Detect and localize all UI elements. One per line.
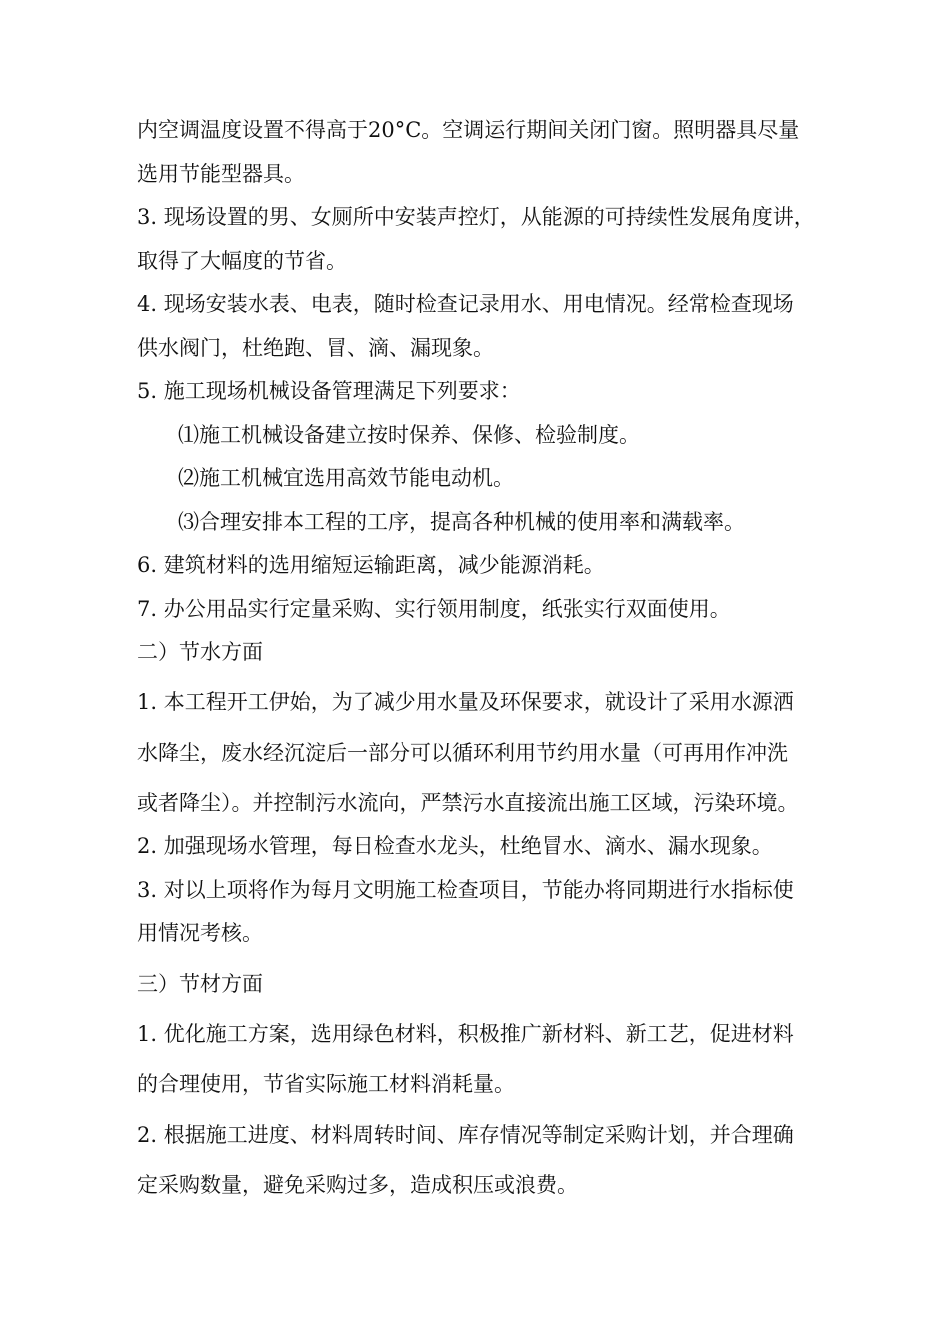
text-line: 或者降尘）。并控制污水流向，严禁污水直接流出施工区域，污染环境。 — [137, 791, 799, 815]
section-heading: 二）节水方面 — [137, 640, 263, 664]
sub-list-item: ⑵施工机械宜选用高效节能电动机。 — [178, 466, 514, 490]
sub-list-item: ⑴施工机械设备建立按时保养、保修、检验制度。 — [178, 423, 640, 447]
text-line: 的合理使用，节省实际施工材料消耗量。 — [137, 1072, 515, 1096]
text-line: 用情况考核。 — [137, 921, 263, 945]
text-line: 供水阀门，杜绝跑、冒、滴、漏现象。 — [137, 336, 494, 360]
list-item: 3. 对以上项将作为每月文明施工检查项目，节能办将同期进行水指标使 — [137, 878, 794, 902]
text-line: 选用节能型器具。 — [137, 162, 305, 186]
text-line: 内空调温度设置不得高于20°C。空调运行期间关闭门窗。照明器具尽量 — [137, 118, 800, 142]
list-item: 4. 现场安装水表、电表，随时检查记录用水、用电情况。经常检查现场 — [137, 292, 794, 316]
list-item: 5. 施工现场机械设备管理满足下列要求： — [137, 379, 521, 403]
sub-list-item: ⑶合理安排本工程的工序，提高各种机械的使用率和满载率。 — [178, 510, 745, 534]
text-line: 定采购数量，避免采购过多，造成积压或浪费。 — [137, 1173, 578, 1197]
list-item: 1. 优化施工方案，选用绿色材料，积极推广新材料、新工艺，促进材料 — [137, 1022, 794, 1046]
list-item: 6. 建筑材料的选用缩短运输距离，减少能源消耗。 — [137, 553, 605, 577]
list-item: 7. 办公用品实行定量采购、实行领用制度，纸张实行双面使用。 — [137, 597, 731, 621]
text-line: 取得了大幅度的节省。 — [137, 249, 347, 273]
text-line: 水降尘，废水经沉淀后一部分可以循环利用节约用水量（可再用作冲洗 — [137, 741, 788, 765]
list-item: 2. 根据施工进度、材料周转时间、库存情况等制定采购计划，并合理确 — [137, 1123, 794, 1147]
list-item: 2. 加强现场水管理，每日检查水龙头，杜绝冒水、滴水、漏水现象。 — [137, 834, 773, 858]
section-heading: 三）节材方面 — [137, 972, 263, 996]
list-item: 1. 本工程开工伊始，为了减少用水量及环保要求，就设计了采用水源洒 — [137, 690, 794, 714]
list-item: 3. 现场设置的男、女厕所中安装声控灯，从能源的可持续性发展角度讲， — [137, 205, 815, 229]
